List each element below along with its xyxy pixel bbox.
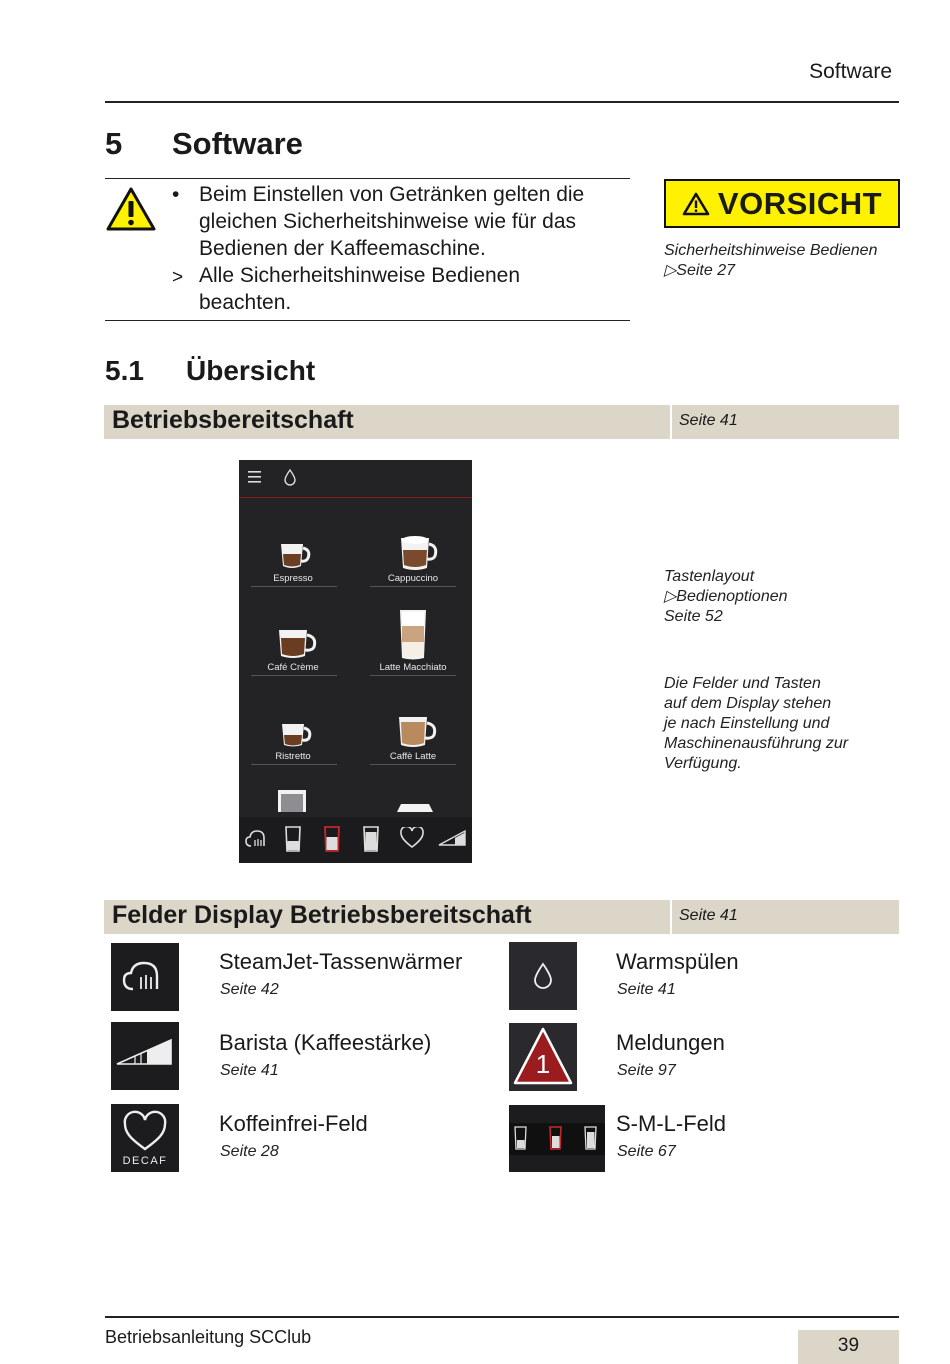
warmspuelen-field-icon <box>509 942 577 1010</box>
cup-medium-icon[interactable] <box>323 825 341 853</box>
steamjet-icon <box>111 943 179 1011</box>
decaf-field-icon <box>111 1104 179 1172</box>
field-page-warmspuelen[interactable]: Seite 41 <box>617 981 676 998</box>
bar-separator <box>670 405 672 439</box>
page-number: 39 <box>837 1335 860 1356</box>
bar-page-ref[interactable]: Seite 41 <box>679 907 738 924</box>
tile-divider <box>370 586 456 587</box>
cafe-creme-cup-icon[interactable] <box>276 626 318 662</box>
footer-rule <box>105 1316 899 1318</box>
bar-title: Felder Display Betriebsbereitschaft <box>112 901 532 929</box>
field-name-sml: S-M-L-Feld <box>616 1111 727 1136</box>
info-note-line-2: auf dem Display stehen <box>664 695 832 712</box>
layout-note-page[interactable]: Seite 52 <box>664 608 723 625</box>
field-name-steamjet: SteamJet-Tassenwärmer <box>219 949 463 974</box>
section-number: 5.1 <box>105 355 144 386</box>
vorsicht-label <box>664 179 900 228</box>
meldungen-badge: 1 <box>535 1049 551 1079</box>
water-drop-icon[interactable] <box>283 468 297 486</box>
field-name-meldungen: Meldungen <box>616 1030 725 1055</box>
cup-partial-icon <box>395 800 435 812</box>
layout-note-line-1: Tastenlayout <box>664 568 755 585</box>
cup-large-icon[interactable] <box>362 825 380 853</box>
tile-label-ristretto[interactable]: Ristretto <box>275 751 311 762</box>
page-number-box <box>798 1330 899 1364</box>
field-page-meldungen[interactable]: Seite 97 <box>617 1062 676 1079</box>
vorsicht-text: VORSICHT <box>717 185 883 221</box>
field-page-barista[interactable]: Seite 41 <box>220 1062 279 1079</box>
barista-strength-icon[interactable] <box>437 827 467 849</box>
running-header: Software <box>809 60 892 83</box>
barista-strength-icon <box>111 1022 179 1090</box>
water-drop-icon <box>509 942 577 1010</box>
field-name-decaf: Koffeinfrei-Feld <box>219 1111 368 1136</box>
warning-action-line-1: Alle Sicherheitshinweise Bedienen <box>199 264 521 287</box>
warning-bullet-line-1: Beim Einstellen von Getränken gelten die <box>199 183 585 206</box>
latte-macchiato-glass-icon[interactable] <box>397 608 429 662</box>
tile-divider <box>370 764 456 765</box>
glass-partial-icon <box>276 788 308 812</box>
footer-manual-title: Betriebsanleitung SCClub <box>105 1327 312 1347</box>
warning-action-line-2: beachten. <box>199 291 292 314</box>
section-title: Übersicht <box>186 355 316 386</box>
bar-title: Betriebsbereitschaft <box>112 406 354 434</box>
cappuccino-cup-icon[interactable] <box>397 532 439 574</box>
bar-page-ref[interactable]: Seite 41 <box>679 412 738 429</box>
meldungen-field-icon <box>509 1023 577 1091</box>
sml-field-icon <box>509 1105 605 1172</box>
tile-label-caffe-latte[interactable]: Caffè Latte <box>389 751 437 762</box>
tile-divider <box>251 764 337 765</box>
safety-note-line-1: Sicherheitshinweise Bedienen <box>664 242 878 259</box>
cup-size-selector-icon <box>509 1105 605 1172</box>
warning-triangle-icon <box>105 186 157 232</box>
bullet-marker: • <box>172 183 180 206</box>
section-bar-felder <box>104 900 899 934</box>
steamjet-icon[interactable] <box>244 828 268 850</box>
info-note-line-3: je nach Einstellung und <box>664 715 830 732</box>
screen-top-bar <box>239 460 472 498</box>
field-name-barista: Barista (Kaffeestärke) <box>219 1030 432 1055</box>
chapter-title: Software <box>172 126 303 161</box>
menu-icon[interactable] <box>247 470 263 484</box>
field-name-warmspuelen: Warmspülen <box>616 949 739 974</box>
bar-separator <box>670 900 672 934</box>
espresso-cup-icon[interactable] <box>277 538 313 572</box>
layout-note-link[interactable]: ▷Bedienoptionen <box>664 588 788 605</box>
tile-label-espresso[interactable]: Espresso <box>273 573 313 584</box>
chapter-number: 5 <box>105 126 123 161</box>
warning-bullet-line-2: gleichen Sicherheitshinweise wie für das <box>199 210 577 233</box>
tile-label-latte-macchiato[interactable]: Latte Macchiato <box>379 662 447 673</box>
field-page-sml[interactable]: Seite 67 <box>617 1143 676 1160</box>
info-note-line-4: Maschinenausführung zur <box>664 735 849 752</box>
action-marker: > <box>172 267 184 288</box>
decaf-heart-icon[interactable] <box>400 827 424 849</box>
info-note-line-1: Die Felder und Tasten <box>664 675 821 692</box>
ristretto-cup-icon[interactable] <box>279 720 313 750</box>
tile-label-cappuccino[interactable]: Cappuccino <box>387 573 439 584</box>
decaf-caption: DECAF <box>122 1155 168 1167</box>
cup-small-icon[interactable] <box>284 825 302 853</box>
tile-divider <box>251 675 337 676</box>
tile-divider <box>370 675 456 676</box>
screen-bottom-bar <box>239 817 472 863</box>
field-page-steamjet[interactable]: Seite 42 <box>220 981 279 998</box>
caution-icon <box>682 192 710 216</box>
barista-field-icon <box>111 1022 179 1090</box>
tile-label-cafe-creme[interactable]: Café Crème <box>267 662 319 673</box>
steamjet-field-icon <box>111 943 179 1011</box>
section-bar-betriebsbereitschaft <box>104 405 899 439</box>
tile-divider <box>251 586 337 587</box>
field-page-decaf[interactable]: Seite 28 <box>220 1143 279 1160</box>
warning-bullet-line-3: Bedienen der Kaffeemaschine. <box>199 237 486 260</box>
display-screenshot <box>239 460 472 863</box>
header-rule <box>105 101 899 103</box>
caffe-latte-cup-icon[interactable] <box>396 714 438 750</box>
info-note-line-5: Verfügung. <box>664 755 742 772</box>
safety-note-link[interactable]: ▷Seite 27 <box>664 262 736 279</box>
